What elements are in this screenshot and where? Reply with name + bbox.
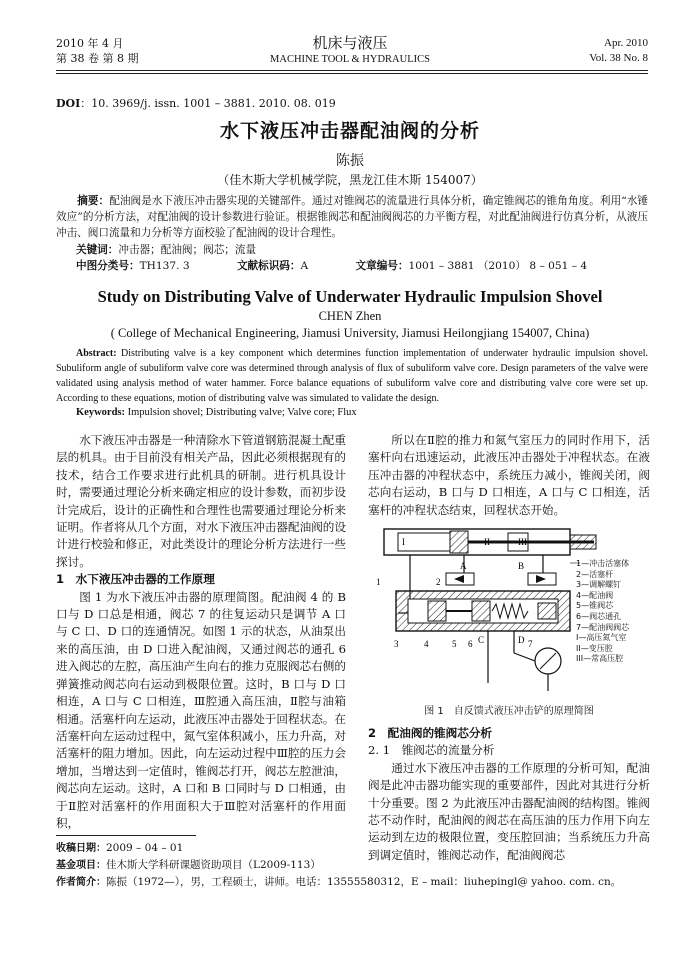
doi-label: DOI: [56, 97, 81, 110]
article-number-value: 1001 – 3881 （2010） 8 – 051 – 4: [408, 260, 588, 272]
author-bio: [56, 874, 621, 891]
journal-name-zh: 机床与液压: [312, 34, 388, 52]
document-code: [237, 260, 330, 272]
header-right: [589, 36, 648, 66]
fig-label-5: 5: [452, 639, 457, 650]
nitrogen-chamber: [398, 533, 450, 551]
author-en: CHEN Zhen: [318, 309, 382, 323]
received-value: 2009 – 04 – 01: [106, 842, 184, 854]
header-volume-zh: 第 38 卷 第 8 期: [56, 52, 139, 65]
fig-port-d: D: [518, 635, 525, 646]
fig-label-7: 7: [528, 639, 533, 650]
bio-value: 陈振（1972—），男，工程硕士，讲师。电话：13555580312，E – mail：liuhepingl@ yahoo. com. cn。: [106, 876, 622, 888]
keywords-en-text: Impulsion shovel; Distributing valve; Valve core; Flux: [127, 407, 357, 418]
fund-project: [56, 857, 621, 874]
section-1-heading: 1 水下液压冲击器的工作原理: [56, 572, 215, 587]
abstract-zh: [56, 193, 648, 241]
right-paragraph-2: 通过水下液压冲击器的工作原理的分析可知，配油阀是此冲击器功能实现的重要部件，因此对其进行分析十分重要。图 2 为此液压冲击器配油阀的结构图。锥阀芯不动作时，配油阀的阀芯在高压油的压力作用下向左运动到左边的极限位置，变压腔回油；当系统压力升高到调定值时，锥阀芯动作，配油阀阀芯: [368, 760, 650, 862]
fig-port-a: A: [460, 561, 467, 572]
body-column-left: [56, 432, 346, 832]
header-rule-top: [56, 70, 648, 71]
section-2-1-heading: 2. 1 锥阀芯的流量分析: [368, 743, 495, 758]
rod-end: [570, 535, 596, 549]
figure-1: [368, 523, 650, 703]
title-en: Study on Distributing Valve of Underwater Hydraulic Impulsion Shovel: [97, 287, 603, 306]
fig-port-c: C: [478, 635, 485, 646]
clc-label: 中图分类号：: [76, 260, 140, 272]
legend-item: I—高压氮气室: [576, 633, 627, 643]
piston: [450, 531, 468, 553]
fig-label-4: 4: [424, 639, 429, 650]
legend-item: 2—活塞杆: [576, 569, 614, 579]
abstract-en: [56, 346, 648, 406]
fig-label-3: 3: [394, 639, 399, 650]
document-code-label: 文献标识码：: [236, 260, 301, 272]
received-label: 收稿日期：: [56, 843, 106, 854]
clc-number: [76, 260, 212, 272]
header-volume-en: Vol. 38 No. 8: [589, 52, 648, 64]
header-date-en: Apr. 2010: [604, 37, 648, 49]
figure-1-legend: [576, 559, 629, 665]
header-rule-bottom: [56, 73, 648, 74]
clc-value: TH137. 3: [139, 260, 190, 272]
valve-spool-land-1: [428, 601, 446, 621]
affiliation-zh: （佳木斯大学机械学院，黑龙江佳木斯 154007）: [217, 173, 483, 187]
document-code-value: A: [300, 260, 309, 272]
legend-item: 3—调解螺钉: [576, 580, 622, 590]
affiliation-en: ( College of Mechanical Engineering, Jiamusi University, Jiamusi Heilongjiang 154007, China): [110, 326, 590, 340]
cone-valve-core: [538, 603, 556, 619]
abstract-en-label: Abstract:: [76, 348, 117, 359]
fig-region-3: III: [518, 537, 527, 548]
abstract-en-text: Distributing valve is a key component which determines function implementation of underwater hydraulic impulsion shovel. Subuliform angle of subuliform valve core was determined through analysis of flux of subuliform valve core. Design parameters of the valve were validated using analysis method of water hammer. Force balance equations of subuliform valve core and distributing valve core were set up. According to these equations, motion of distributing valve was simulated to validate the design.: [56, 348, 648, 404]
doi-value: ：10. 3969/j. issn. 1001 – 3881. 2010. 08. 019: [80, 97, 336, 110]
article-number: [356, 260, 610, 272]
legend-item: 5—锥阀芯: [576, 601, 614, 611]
received-date: [56, 840, 621, 857]
classification-zh: [76, 259, 631, 274]
doi-line: [56, 95, 336, 111]
keywords-en-label: Keywords:: [76, 407, 125, 418]
abstract-zh-label: 摘要：: [77, 195, 110, 207]
fund-label: 基金项目：: [56, 860, 106, 871]
header-date-zh: 2010 年 4 月: [56, 37, 124, 50]
fund-value: 佳木斯大学科研课题资助项目（L2009-113）: [106, 859, 321, 871]
fig-label-1: 1: [376, 577, 381, 588]
fig-label-2: 2: [436, 577, 441, 588]
article-number-label: 文章编号：: [355, 260, 409, 272]
fig-region-1: I: [402, 537, 405, 548]
author-zh: 陈振: [336, 153, 364, 169]
footnote: [56, 840, 621, 891]
legend-item: 6—阀芯通孔: [576, 612, 622, 621]
section-2-heading: 2 配油阀的锥阀芯分析: [368, 726, 493, 741]
journal-name-en: MACHINE TOOL & HYDRAULICS: [270, 54, 430, 65]
bio-label: 作者简介：: [56, 877, 106, 888]
keywords-zh-text: 冲击器；配油阀；阀芯；流量: [118, 244, 257, 256]
section-1-paragraph: 图 1 为水下液压冲击器的原理简图。配油阀 4 的 B 口与 D 口总是相通，阀芯 7 的往复运动只是调节 A 口与 C 口、D 口的连通情况。如图 1 示的状态，从油泵出来的高压油，由 D 口进入配油阀，又通过阀芯的通孔 6 进入阀芯的左腔，高压油产生向右的推力克服阀芯右侧的弹簧推动阀芯向右运动到极限位置。这时，B 口与 D 口相连，A 口与 C 口相连，Ⅲ腔通入高压油，Ⅱ腔与油箱相通。活塞杆向左运动，此液压冲击器处于回程状态。在活塞杆向左运动过程中，氮气室体积减小，压力升高，对活塞杆的阻力增加。因此，向左运动过程中Ⅲ腔的压力会增加，当增达到一定值时，锥阀芯打开，阀芯左腔泄油，阀芯向左运动。这时，A 口和 B 口同时与 D 口相通，由于Ⅱ腔对活塞杆的作用面积大于Ⅲ腔对活塞杆的作用面积，: [56, 589, 346, 830]
legend-item: 1—冲击活塞体: [576, 559, 630, 569]
fig-region-2: II: [484, 537, 490, 548]
fig-port-b: B: [518, 561, 525, 572]
right-paragraph-1: 所以在Ⅱ腔的推力和氮气室压力的同时作用下，活塞杆向右迅速运动，此液压冲击器处于冲程状态。在液压冲击器的冲程状态中，系统压力减小，锥阀关闭，阀芯向右运动，B 口与 D 口相连，A 口与 C 口相连，活塞杆的冲程状态结束，回程状态开始。: [368, 433, 650, 517]
figure-1-caption: 图 1 自反馈式液压冲击铲的原理简图: [424, 706, 594, 718]
legend-item: II—变压腔: [576, 643, 613, 653]
intro-paragraph: 水下液压冲击器是一种清除水下管道钢筋混凝土配重层的机具。由于目前没有相关产品，因此必须根据现有的技术，结合工作要求进行此机具的研制。进行机具设计时，需要通过理论分析来确定相应的设计参数，而初步设计完成后，设计的正确性和合理性也需要通过理论分析来证明。作者将从几个方面，对水下液压冲击器配油阀的设计进行校验和修正，对此类设计的理论分析方法进行一些探讨。: [56, 433, 346, 569]
fig-label-6: 6: [468, 639, 473, 650]
keywords-zh: [76, 243, 256, 258]
legend-item: 4—配油阀: [576, 590, 614, 600]
keywords-en: [76, 407, 357, 418]
legend-item: III—常高压腔: [576, 654, 624, 664]
keywords-zh-label: 关键词：: [76, 244, 119, 256]
footnote-rule: [56, 835, 196, 836]
body-column-right: [368, 432, 650, 864]
valve-spool-land-2: [472, 601, 490, 621]
abstract-zh-text: 配油阀是水下液压冲击器实现的关键部件。通过对锥阀芯的流量进行具体分析，确定锥阀芯的锥角角度。利用“水锤效应”的分析方法，对配油阀的设计参数进行验证。根据锥阀芯和配油阀阀芯的力平衡方程，对此配油阀进行仿真分析，从液压冲击、阀口流量和力分析等方面校验了配油阀的设计合理性。: [56, 195, 649, 239]
title-zh: 水下液压冲击器配油阀的分析: [219, 120, 480, 142]
legend-item: 7—配油阀阀芯: [576, 622, 630, 632]
